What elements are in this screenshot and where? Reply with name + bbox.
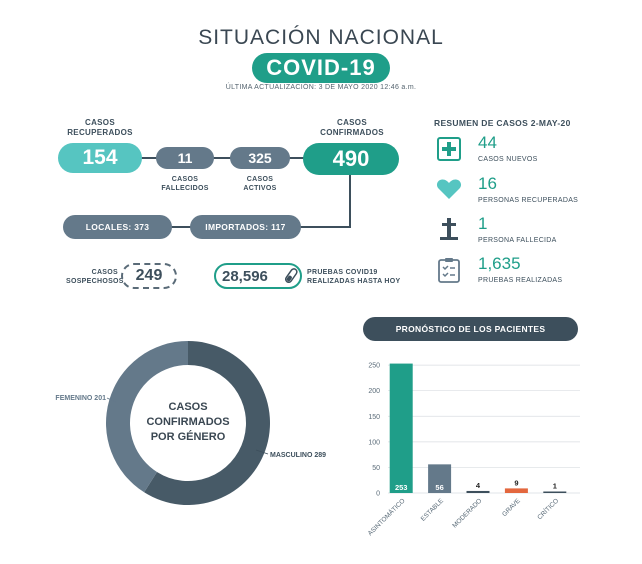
x-category-label: MODERADO <box>451 497 484 530</box>
x-category-label: ASINTOMÁTICO <box>366 497 407 538</box>
bar-4 <box>543 492 566 494</box>
pruebas-value: 28,596 <box>222 268 268 285</box>
resumen-label-fallecida: PERSONA FALLECIDA <box>478 237 557 244</box>
bar-2 <box>467 491 490 493</box>
confirmados-pill: 490 <box>303 143 399 175</box>
donut-center-title: CASOS CONFIRMADOS POR GÉNERO <box>146 401 230 443</box>
medical-cross-icon <box>437 137 461 161</box>
locales-pill: LOCALES: 373 <box>63 215 172 239</box>
pruebas-box <box>214 263 302 289</box>
y-tick-label: 100 <box>368 439 380 447</box>
recuperados-label: CASOS RECUPERADOS <box>67 118 133 137</box>
resumen-title: RESUMEN DE CASOS 2-MAY-20 <box>434 118 571 128</box>
last-update: ÚLTIMA ACTUALIZACIÓN: 3 DE MAYO 2020 12:46 a.m. <box>225 84 417 91</box>
resumen-label-pruebas: PRUEBAS REALIZADAS <box>478 277 563 284</box>
activos-pill: 325 <box>230 147 290 169</box>
donut-label-masculino: MASCULINO 289 <box>270 452 327 459</box>
activos-label: CASOS ACTIVOS <box>243 176 277 192</box>
confirmados-label: CASOS CONFIRMADOS <box>320 118 384 137</box>
covid-badge: COVID-19 <box>252 53 390 83</box>
sospechosos-value: 249 <box>135 267 163 284</box>
fallecidos-label: CASOS FALLECIDOS <box>161 176 209 192</box>
x-category-label: CRÍTICO <box>536 497 561 522</box>
donut-label-femenino: FEMENINO 201 <box>55 395 106 402</box>
y-tick-label: 50 <box>372 464 380 472</box>
page-title: SITUACIÓN NACIONAL <box>198 26 444 49</box>
sospechosos-box <box>121 263 177 289</box>
bar-value-label: 4 <box>475 480 481 490</box>
y-tick-label: 0 <box>376 490 380 498</box>
bar-value-label: 253 <box>394 483 408 492</box>
flow-connector-vertical <box>349 170 351 228</box>
resumen-label-recuperadas: PERSONAS RECUPERADAS <box>478 197 579 204</box>
importados-pill: IMPORTADOS: 117 <box>190 215 301 239</box>
y-tick-label: 150 <box>368 413 380 421</box>
bar-value-label: 1 <box>552 481 557 491</box>
test-tube-icon <box>284 267 298 285</box>
resumen-value-recuperadas: 16 <box>478 174 497 193</box>
heart-icon <box>436 178 462 200</box>
clipboard-icon <box>438 257 460 283</box>
x-category-label: GRAVE <box>501 497 522 519</box>
gender-donut-chart <box>0 330 330 560</box>
grave-cross-icon <box>438 218 460 242</box>
resumen-value-casos: 44 <box>478 133 497 152</box>
y-tick-label: 200 <box>368 388 380 396</box>
pronostico-title: PRONÓSTICO DE LOS PACIENTES <box>363 317 578 341</box>
pronostico-bar-chart <box>340 348 600 558</box>
fallecidos-pill: 11 <box>156 147 214 169</box>
bar-0 <box>390 364 413 493</box>
resumen-value-fallecida: 1 <box>478 214 488 233</box>
recuperados-pill: 154 <box>58 143 142 173</box>
bar-3 <box>505 488 528 493</box>
sospechosos-label: CASOS SOSPECHOSOS <box>66 269 124 285</box>
y-tick-label: 250 <box>368 362 380 370</box>
pruebas-label: PRUEBAS COVID19 REALIZADAS HASTA HOY <box>307 269 401 285</box>
bar-value-label: 56 <box>435 483 444 492</box>
bar-value-label: 9 <box>514 478 519 488</box>
resumen-value-pruebas: 1,635 <box>478 254 521 273</box>
x-category-label: ESTABLE <box>419 497 446 523</box>
resumen-label-casos: CASOS NUEVOS <box>478 156 538 163</box>
